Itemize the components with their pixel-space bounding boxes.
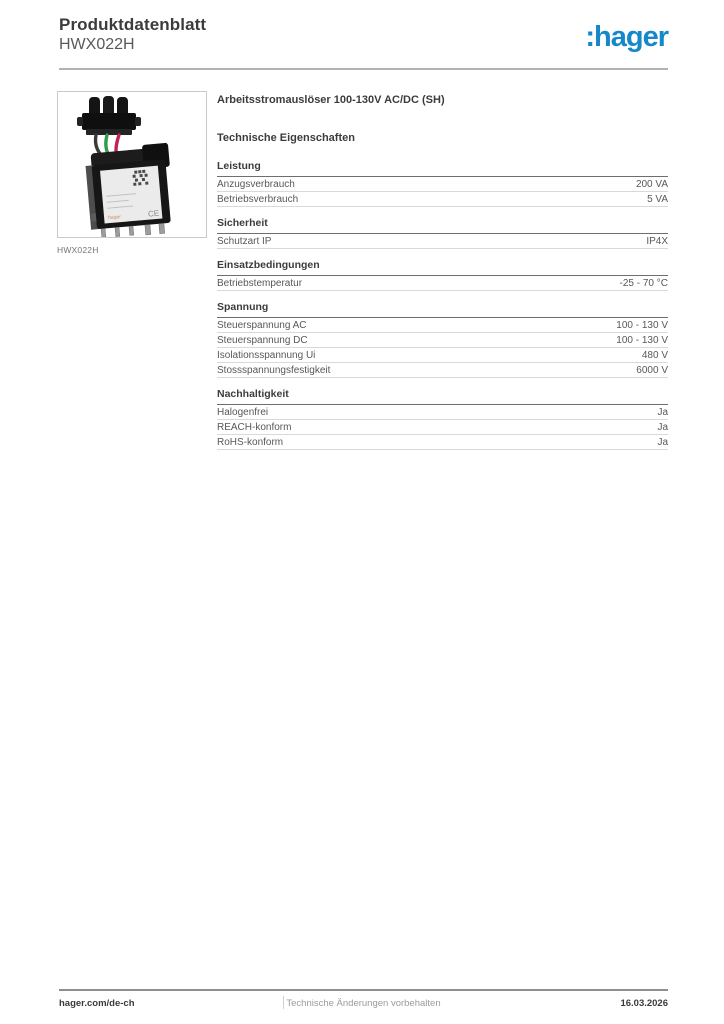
- product-photo: [58, 92, 206, 237]
- page-title: Produktdatenblatt: [59, 15, 207, 34]
- spec-value: 480 V: [641, 349, 668, 361]
- product-designation: Arbeitsstromauslöser 100-130V AC/DC (SH): [217, 94, 445, 106]
- footer-website-link[interactable]: hager.com/de-ch: [59, 998, 135, 1009]
- spec-row: [217, 333, 668, 348]
- spec-section: [217, 217, 668, 249]
- header-divider: [59, 68, 668, 70]
- footer-date: 16.03.2026: [620, 998, 668, 1009]
- connector-icon: [77, 96, 141, 135]
- spec-label: Schutzart IP: [217, 235, 272, 247]
- product-photo-frame: [57, 91, 207, 238]
- spec-row: [217, 348, 668, 363]
- spec-value: Ja: [657, 421, 668, 433]
- spec-value: 6000 V: [636, 364, 668, 376]
- spec-value: 200 VA: [635, 178, 668, 190]
- spec-value: IP4X: [646, 235, 668, 247]
- spec-section: [217, 301, 668, 378]
- spec-label: Steuerspannung AC: [217, 319, 307, 331]
- spec-label: Betriebsverbrauch: [217, 193, 299, 205]
- spec-section: [217, 259, 668, 291]
- spec-column: [217, 91, 668, 460]
- spec-section: [217, 388, 668, 450]
- device-body-icon: [84, 143, 176, 237]
- spec-row: [217, 363, 668, 378]
- spec-label: Stossspannungsfestigkeit: [217, 364, 331, 376]
- product-reference: HWX022H: [59, 36, 135, 53]
- footer-divider: [59, 989, 668, 991]
- spec-label: Steuerspannung DC: [217, 334, 308, 346]
- spec-value: 5 VA: [647, 193, 668, 205]
- svg-text:CE: CE: [147, 208, 160, 219]
- spec-section-title: Spannung: [217, 301, 668, 318]
- spec-label: Betriebstemperatur: [217, 277, 303, 289]
- spec-row: [217, 276, 668, 291]
- spec-sections: [217, 160, 668, 450]
- spec-section-title: Leistung: [217, 160, 668, 177]
- footer-disclaimer: Technische Änderungen vorbehalten: [286, 998, 441, 1009]
- characteristics-heading: Technische Eigenschaften: [217, 132, 355, 144]
- spec-row: [217, 435, 668, 450]
- spec-row: [217, 177, 668, 192]
- spec-value: Ja: [657, 406, 668, 418]
- spec-section-title: Nachhaltigkeit: [217, 388, 668, 405]
- spec-value: -25 - 70 °C: [619, 277, 668, 289]
- spec-row: [217, 234, 668, 249]
- spec-section-title: Sicherheit: [217, 217, 668, 234]
- spec-label: Anzugsverbrauch: [217, 178, 295, 190]
- product-photo-caption: HWX022H: [57, 245, 99, 255]
- spec-label: REACH-konform: [217, 421, 292, 433]
- page-footer: [59, 996, 668, 1012]
- product-image-column: [57, 91, 207, 255]
- spec-row: [217, 420, 668, 435]
- hager-logo: :hager: [585, 21, 668, 53]
- spec-row: [217, 318, 668, 333]
- spec-section: [217, 160, 668, 207]
- spec-label: Isolationsspannung Ui: [217, 349, 316, 361]
- spec-label: Halogenfrei: [217, 406, 269, 418]
- spec-row: [217, 192, 668, 207]
- svg-text:hager: hager: [107, 214, 122, 222]
- spec-value: 100 - 130 V: [616, 319, 668, 331]
- spec-label: RoHS-konform: [217, 436, 284, 448]
- spec-row: [217, 405, 668, 420]
- page-header: [59, 14, 206, 55]
- spec-section-title: Einsatzbedingungen: [217, 259, 668, 276]
- spec-value: 100 - 130 V: [616, 334, 668, 346]
- spec-value: Ja: [657, 436, 668, 448]
